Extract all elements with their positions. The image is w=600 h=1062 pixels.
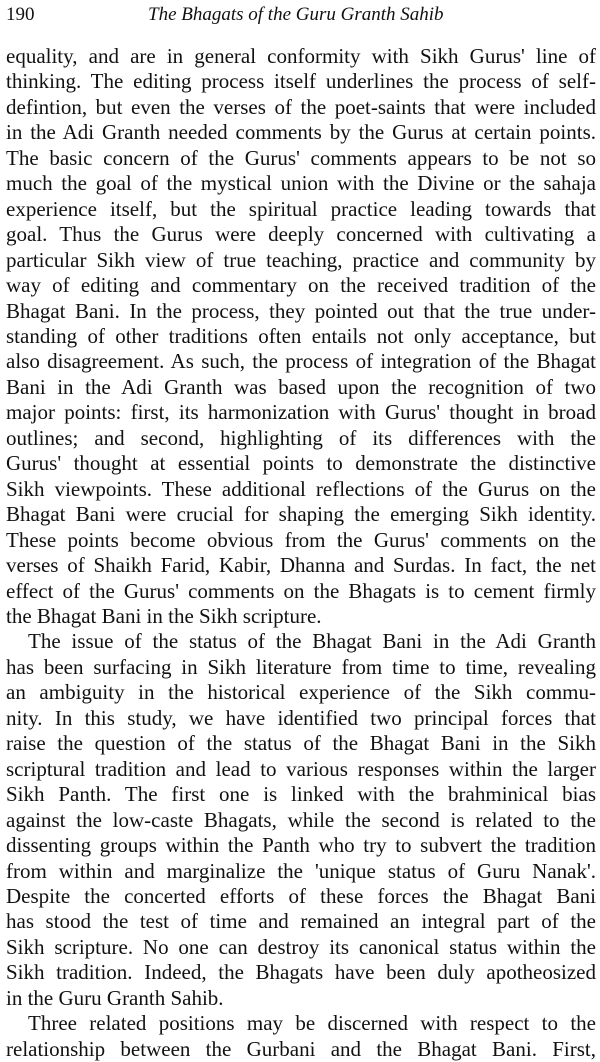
text-line: the Bhagat Bani in the Sikh scripture.	[6, 603, 322, 628]
body-text	[6, 44, 596, 1062]
text-line: Bhagat Bani. In the process, they pointed out that the true under-	[6, 298, 596, 323]
text-line: Sikh tradition. Indeed, the Bhagats have been duly apotheosized	[6, 960, 596, 985]
text-line: has stood the test of time and remained an integral part of the	[6, 909, 596, 934]
text-line: thinking. The editing process itself underlines the process of self-	[6, 69, 596, 94]
text-line: experience itself, but the spiritual practice leading towards that	[6, 196, 596, 221]
text-line: relationship between the Gurbani and the Bhagat Bani. First,	[6, 1036, 596, 1061]
text-line: These points become obvious from the Gurus' comments on the	[6, 527, 596, 552]
text-line: Gurus' thought at essential points to demonstrate the distinctive	[6, 451, 596, 476]
text-line: Bhagat Bani were crucial for shaping the emerging Sikh identity.	[6, 502, 596, 527]
text-line: equality, and are in general conformity with Sikh Gurus' line of	[6, 44, 596, 68]
text-line: The basic concern of the Gurus' comments appears to be not so	[6, 145, 596, 170]
text-line: Sikh scripture. No one can destroy its canonical status within the	[6, 934, 596, 959]
text-line: verses of Shaikh Farid, Kabir, Dhanna and Surdas. In fact, the net	[6, 553, 596, 578]
text-line: dissenting groups within the Panth who try to subvert the tradition	[6, 833, 596, 858]
paragraph-2	[6, 629, 596, 1011]
text-line: standing of other traditions often entails not only acceptance, but	[6, 323, 596, 348]
text-line: much the goal of the mystical union with the Divine or the sahaja	[6, 171, 596, 196]
text-line: Bani in the Adi Granth was based upon the recognition of two	[6, 374, 596, 399]
text-line: in the Adi Granth needed comments by the Gurus at certain points.	[6, 120, 596, 145]
page-header	[6, 3, 596, 29]
page-number: 190	[6, 4, 35, 25]
text-line: in the Guru Granth Sahib.	[6, 985, 224, 1010]
running-title: The Bhagats of the Guru Granth Sahib	[148, 4, 444, 25]
text-line: nity. In this study, we have identified two principal forces that	[6, 705, 596, 730]
text-line: scriptural tradition and lead to various responses within the larger	[6, 756, 596, 781]
text-line: The issue of the status of the Bhagat Bani in the Adi Granth	[28, 629, 596, 654]
text-line: particular Sikh view of true teaching, practice and community by	[6, 247, 596, 272]
text-line: major points: first, its harmonization with Gurus' thought in broad	[6, 400, 596, 425]
text-line: against the low-caste Bhagats, while the second is related to the	[6, 807, 596, 832]
text-line: defintion, but even the verses of the poet-saints that were included	[6, 94, 596, 119]
text-line: an ambiguity in the historical experience of the Sikh commu-	[6, 680, 596, 705]
text-line: also disagreement. As such, the process of integration of the Bhagat	[6, 349, 596, 374]
text-line: has been surfacing in Sikh literature from time to time, revealing	[6, 654, 596, 679]
paragraph-1	[6, 44, 596, 629]
text-line: outlines; and second, highlighting of its differences with the	[6, 425, 596, 450]
text-line: Sikh viewpoints. These additional reflections of the Gurus on the	[6, 476, 596, 501]
text-line: Despite the concerted efforts of these forces the Bhagat Bani	[6, 883, 596, 908]
text-line: Sikh Panth. The first one is linked with the brahminical bias	[6, 782, 596, 807]
text-line: way of editing and commentary on the received tradition of the	[6, 273, 596, 298]
text-line: effect of the Gurus' comments on the Bhagats is to cement firmly	[6, 578, 596, 603]
text-line: raise the question of the status of the Bhagat Bani in the Sikh	[6, 731, 596, 756]
paragraph-3	[6, 1011, 596, 1062]
text-line: from within and marginalize the 'unique status of Guru Nanak'.	[6, 858, 596, 883]
text-line: Three related positions may be discerned with respect to the	[28, 1011, 596, 1036]
text-line: goal. Thus the Gurus were deeply concerned with cultivating a	[6, 222, 596, 247]
